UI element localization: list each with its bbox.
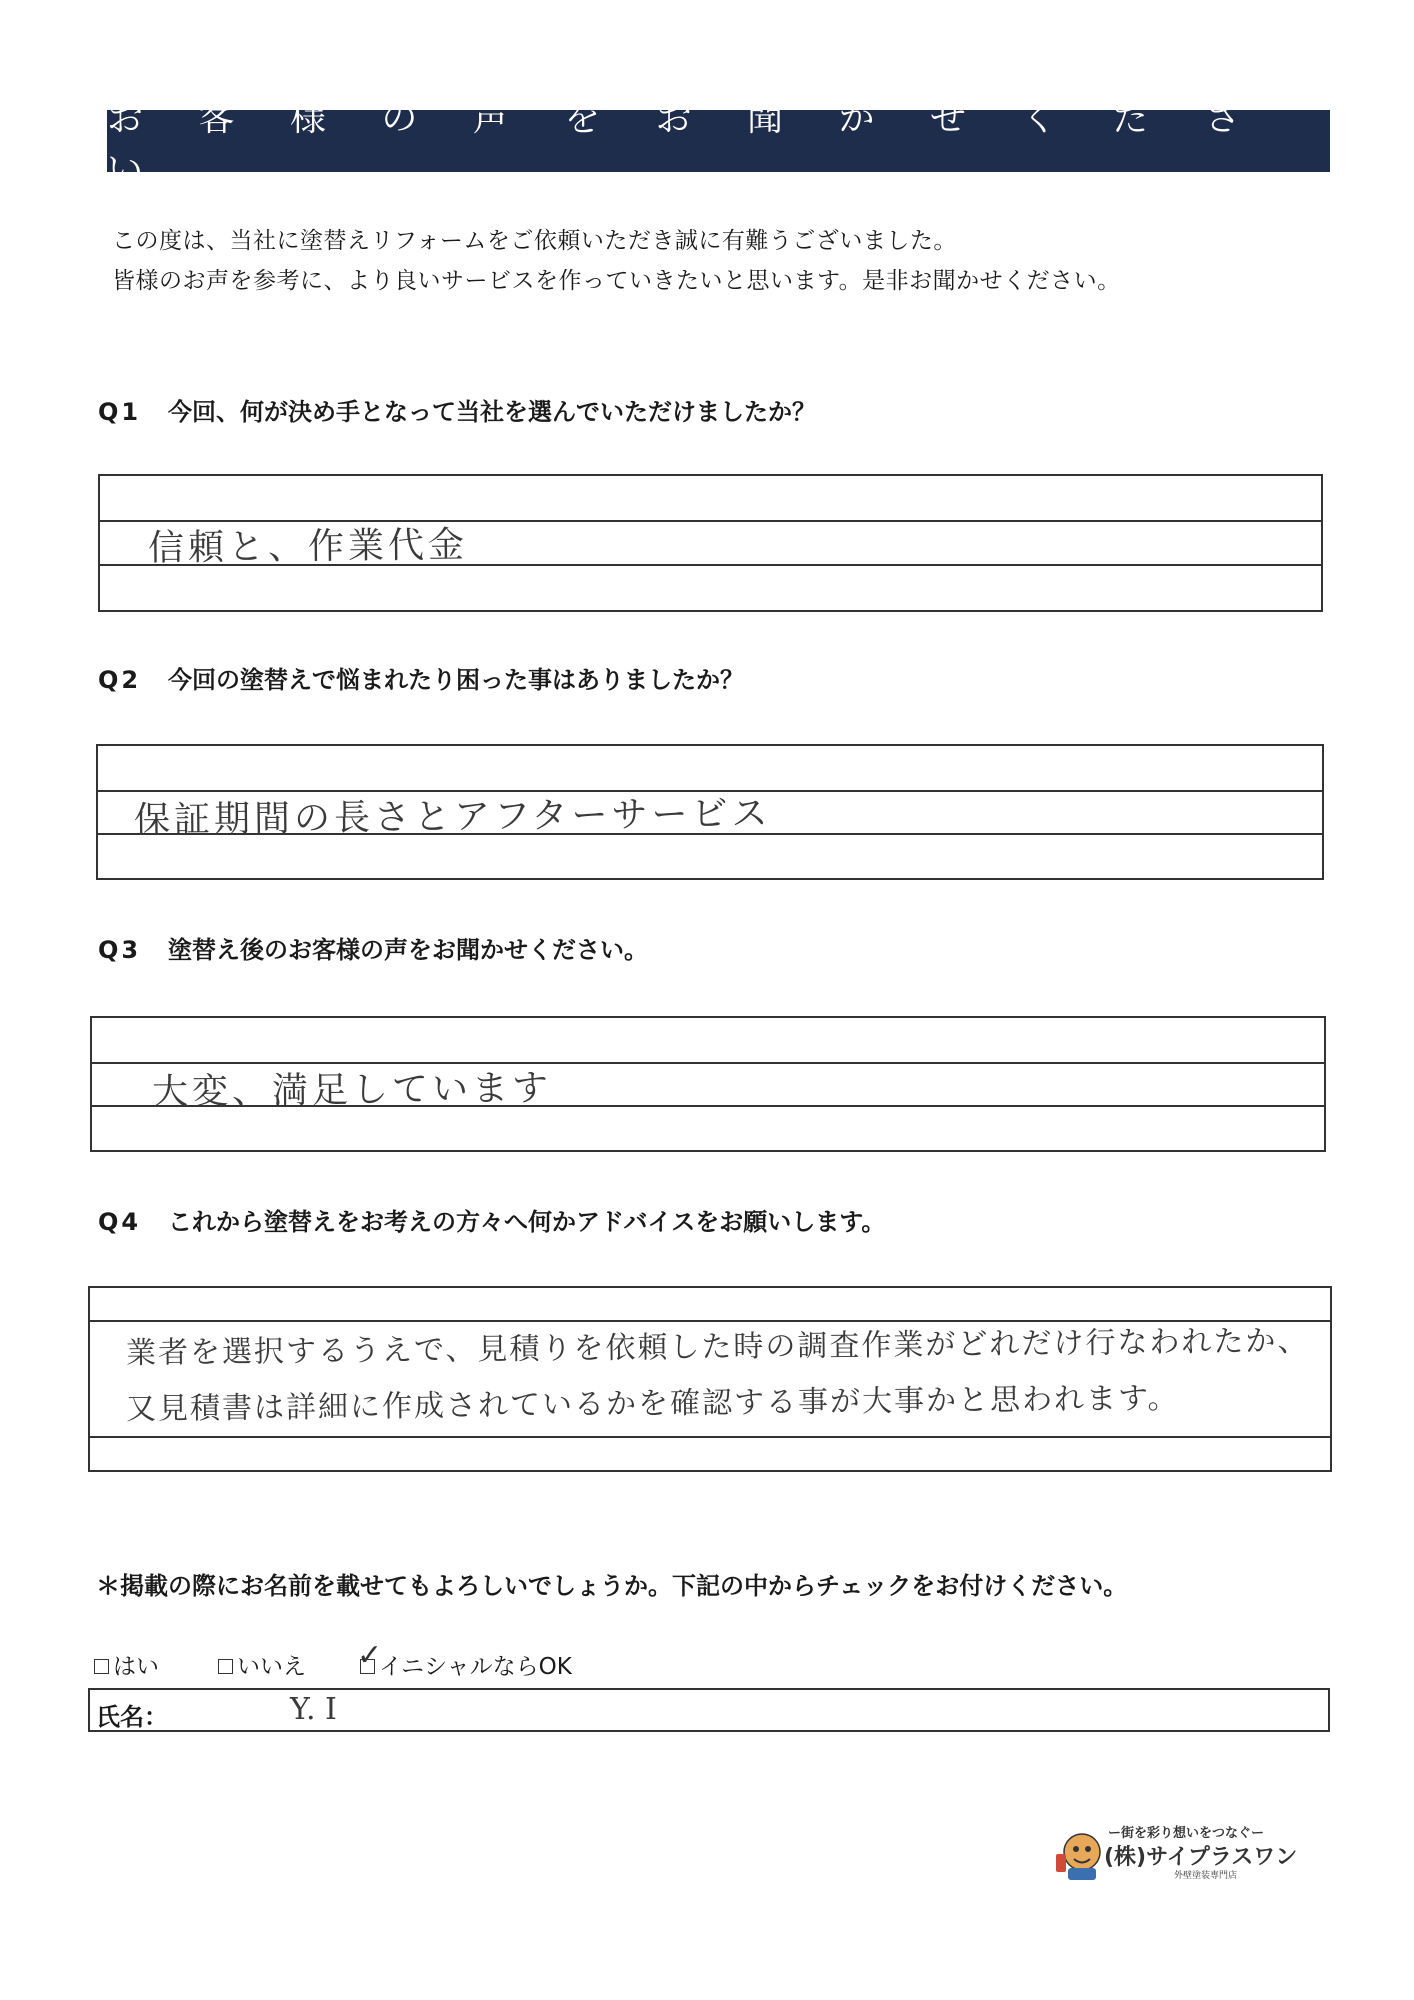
question-text: 塗替え後のお客様の声をお聞かせください。 bbox=[168, 936, 648, 964]
checkbox-checked[interactable] bbox=[357, 1638, 383, 1674]
name-value: Y. I bbox=[290, 1692, 337, 1727]
option-label: はい bbox=[113, 1654, 159, 1680]
answer-box-3[interactable] bbox=[90, 1016, 1326, 1152]
question-text: これから塗替えをお考えの方々へ何かアドバイスをお願いします。 bbox=[168, 1208, 886, 1236]
intro-line-2: 皆様のお声を参考に、より良いサービスを作っていきたいと思います。是非お聞かせください。 bbox=[112, 268, 1121, 294]
question-4 bbox=[98, 1202, 885, 1237]
logo-subtitle: 外壁塗装専門店 bbox=[1174, 1871, 1238, 1881]
option-label: イニシャルならOK bbox=[379, 1654, 572, 1680]
answer-box-4[interactable] bbox=[88, 1286, 1332, 1472]
option-no[interactable] bbox=[218, 1648, 306, 1681]
handwritten-answer: 大変、満足しています bbox=[151, 1067, 553, 1113]
handwritten-answer-line-2: 又見積書は詳細に作成されているかを確認する事が大事かと思われます。 bbox=[125, 1380, 1180, 1427]
answer-box-1[interactable] bbox=[98, 474, 1323, 612]
handwritten-answer: 保証期間の長さとアフターサービス bbox=[133, 793, 772, 841]
checkbox[interactable] bbox=[218, 1659, 233, 1674]
intro-line-1: この度は、当社に塗替えリフォームをご依頼いただき誠に有難うございました。 bbox=[112, 228, 957, 254]
answer-box-2[interactable] bbox=[96, 744, 1324, 880]
checkbox[interactable] bbox=[94, 1659, 109, 1674]
question-text: 今回の塗替えで悩まれたり困った事はありましたか？ bbox=[168, 666, 744, 694]
company-logo bbox=[1054, 1822, 1314, 1892]
option-yes[interactable] bbox=[94, 1648, 159, 1681]
handwritten-answer-line-1: 業者を選択するうえで、見積りを依頼した時の調査作業がどれだけ行なわれたか、 bbox=[125, 1323, 1310, 1371]
ruled-line bbox=[90, 1436, 1330, 1438]
question-text: 今回、何が決め手となって当社を選んでいただけましたか？ bbox=[168, 398, 816, 426]
question-number: Q3 bbox=[98, 936, 142, 964]
option-initials-ok[interactable] bbox=[357, 1638, 572, 1681]
name-label: 氏名： bbox=[96, 1703, 168, 1731]
name-field[interactable] bbox=[88, 1688, 1330, 1732]
consent-question: ＊掲載の際にお名前を載せてもよろしいでしょうか。下記の中からチェックをお付けください。 bbox=[96, 1572, 1128, 1600]
question-number: Q2 bbox=[98, 666, 142, 694]
question-2 bbox=[98, 660, 744, 695]
checkmark-icon: ✓ bbox=[357, 1638, 383, 1673]
logo-tagline: ー街を彩り想いをつなぐー bbox=[1108, 1826, 1265, 1841]
page-title: お 客 様 の 声 を お 聞 か せ く だ さ い bbox=[107, 110, 1330, 172]
mascot-icon bbox=[1054, 1824, 1110, 1884]
handwritten-answer: 信頼と、作業代金 bbox=[147, 524, 469, 569]
question-number: Q1 bbox=[98, 398, 142, 426]
option-label: いいえ bbox=[237, 1654, 306, 1680]
logo-company-name: (株)サイプラスワン bbox=[1104, 1845, 1298, 1870]
question-3 bbox=[98, 930, 648, 965]
question-number: Q4 bbox=[98, 1208, 142, 1236]
question-1 bbox=[98, 392, 816, 427]
